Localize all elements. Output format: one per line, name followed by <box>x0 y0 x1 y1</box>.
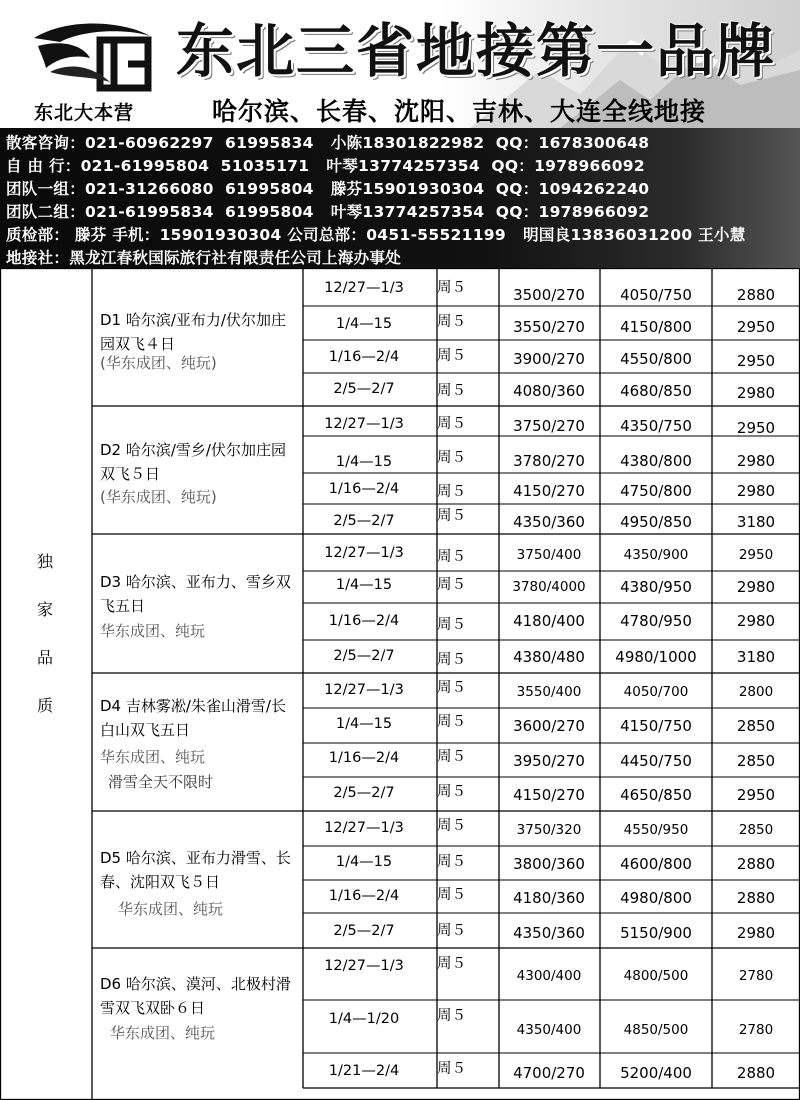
date-range: 2/5—2/7 <box>333 785 395 801</box>
price-child: 2850 <box>736 717 776 735</box>
price-child: 2880 <box>736 1064 776 1082</box>
date-range: 1/16—2/4 <box>328 349 400 365</box>
departure-day: 周５ <box>437 549 466 565</box>
company-logo <box>30 18 152 92</box>
price-upgrade: 5150/900 <box>620 924 692 942</box>
price-child: 2850 <box>738 822 774 838</box>
date-range: 2/5—2/7 <box>333 513 395 529</box>
price-child: 2950 <box>738 547 774 563</box>
departure-day: 周５ <box>437 450 466 466</box>
route-title: D2 哈尔滨/雪乡/伏尔加庄园双飞５日 <box>100 441 286 483</box>
price-upgrade: 4850/500 <box>623 1022 689 1038</box>
price-upgrade: 4680/850 <box>620 382 692 400</box>
price-adult: 3780/270 <box>513 452 585 470</box>
departure-day: 周５ <box>437 818 466 834</box>
price-adult: 3800/360 <box>513 855 585 873</box>
price-adult: 3750/270 <box>513 417 585 435</box>
departure-day: 周５ <box>437 854 466 870</box>
price-adult: 4180/400 <box>513 612 585 630</box>
price-upgrade: 4550/800 <box>620 350 692 368</box>
contact-block <box>0 128 800 268</box>
price-upgrade: 4350/750 <box>620 417 692 435</box>
departure-day: 周５ <box>437 617 466 633</box>
route-title: D5 哈尔滨、亚布力滑雪、长春、沈阳双飞５日 <box>100 849 291 891</box>
price-adult: 4380/480 <box>513 648 585 666</box>
price-upgrade: 4050/700 <box>623 684 689 700</box>
date-range: 12/27—1/3 <box>324 280 404 296</box>
date-range: 12/27—1/3 <box>324 682 404 698</box>
side-char: 家 <box>36 600 53 619</box>
price-child: 2980 <box>736 482 776 500</box>
date-range: 1/4—15 <box>335 854 393 870</box>
route-title: D4 吉林雾凇/朱雀山滑雪/长白山双飞五日 <box>100 697 286 739</box>
price-adult: 3600/270 <box>513 717 585 735</box>
side-char: 独 <box>36 552 53 571</box>
price-adult: 4350/360 <box>513 924 585 942</box>
date-range: 1/16—2/4 <box>328 481 400 497</box>
price-upgrade: 4350/900 <box>623 547 689 563</box>
price-adult: 3550/270 <box>513 318 585 336</box>
price-child: 2850 <box>736 752 776 770</box>
price-child: 2880 <box>736 286 776 304</box>
contact-row: 散客咨询：021-60962297 61995834 小陈18301822982 QQ：1678300648 <box>6 134 650 152</box>
page-header <box>0 0 800 128</box>
price-upgrade: 4600/800 <box>620 855 692 873</box>
price-upgrade: 4150/750 <box>620 717 692 735</box>
price-child: 3180 <box>736 648 776 666</box>
date-range: 1/21—2/4 <box>328 1063 400 1079</box>
price-adult: 4350/400 <box>516 1022 582 1038</box>
price-adult: 3750/320 <box>516 822 582 838</box>
price-upgrade: 4980/800 <box>620 889 692 907</box>
price-child: 2980 <box>736 578 776 596</box>
price-child: 2880 <box>736 855 776 873</box>
departure-day: 周５ <box>437 887 466 903</box>
route-note: 华东成团、纯玩 <box>100 748 206 766</box>
departure-day: 周５ <box>437 314 466 330</box>
departure-day: 周５ <box>437 956 466 972</box>
date-range: 1/4—15 <box>335 577 393 593</box>
date-range: 2/5—2/7 <box>333 648 395 664</box>
price-upgrade: 4450/750 <box>620 752 692 770</box>
price-adult: 4080/360 <box>513 382 585 400</box>
departure-day: 周５ <box>437 508 466 524</box>
route-title: D3 哈尔滨、亚布力、雪乡双飞五日 <box>100 573 291 615</box>
date-range: 12/27—1/3 <box>324 416 404 432</box>
route-note: 华东成团、纯玩 <box>100 622 206 640</box>
exclusive-quality-label <box>34 538 56 730</box>
date-range: 2/5—2/7 <box>333 923 395 939</box>
date-range: 2/5—2/7 <box>333 381 395 397</box>
side-char: 质 <box>36 696 53 715</box>
departure-day: 周５ <box>437 714 466 730</box>
route-note: 华东成团、纯玩 <box>110 1024 216 1042</box>
price-child: 2980 <box>736 452 776 470</box>
price-upgrade: 4950/850 <box>620 513 692 531</box>
price-adult: 3950/270 <box>513 752 585 770</box>
price-upgrade: 4150/800 <box>620 318 692 336</box>
departure-day: 周５ <box>437 749 466 765</box>
price-child: 3180 <box>736 513 776 531</box>
price-upgrade: 4780/950 <box>620 612 692 630</box>
price-child: 2780 <box>738 1022 774 1038</box>
brand-name: 东北大本营 <box>34 102 135 124</box>
price-adult: 4150/270 <box>513 786 585 804</box>
route-note: 华东成团、纯玩 <box>118 900 224 918</box>
departure-day: 周５ <box>437 577 466 593</box>
price-upgrade: 5200/400 <box>620 1064 692 1082</box>
price-adult: 3900/270 <box>513 350 585 368</box>
price-upgrade: 4550/950 <box>623 822 689 838</box>
service-subtitle: 哈尔滨、长春、沈阳、吉林、大连全线地接 <box>212 97 707 126</box>
date-range: 12/27—1/3 <box>324 820 404 836</box>
contact-row: 自 由 行：021-61995804 51035171 叶琴13774257354 QQ：1978966092 <box>6 157 645 175</box>
price-child: 2800 <box>738 684 774 700</box>
departure-day: 周５ <box>437 416 466 432</box>
price-upgrade: 4380/950 <box>620 578 692 596</box>
route-title: D6 哈尔滨、漠河、北极村滑雪双飞双卧６日 <box>100 975 291 1017</box>
date-range: 1/16—2/4 <box>328 613 400 629</box>
departure-day: 周５ <box>437 923 466 939</box>
contact-row: 团队二组：021-61995834 61995804 叶琴13774257354 QQ：1978966092 <box>6 203 650 221</box>
side-char: 品 <box>36 648 53 667</box>
price-child: 2880 <box>736 889 776 907</box>
date-range: 1/4—15 <box>335 716 393 732</box>
departure-day: 周５ <box>437 280 466 296</box>
price-child: 2980 <box>736 384 776 402</box>
price-child: 2780 <box>738 968 774 984</box>
date-range: 12/27—1/3 <box>324 958 404 974</box>
price-child: 2950 <box>736 419 776 437</box>
departure-day: 周５ <box>437 680 466 696</box>
departure-day: 周５ <box>437 652 466 668</box>
price-child: 2950 <box>736 318 776 336</box>
departure-day: 周５ <box>437 348 466 364</box>
price-adult: 3500/270 <box>513 286 585 304</box>
date-range: 1/16—2/4 <box>328 888 400 904</box>
route-note: (华东成团、纯玩) <box>100 354 217 372</box>
route-note: 滑雪全天不限时 <box>108 773 214 791</box>
contact-row: 团队一组：021-31266080 61995804 滕芬15901930304 QQ：1094262240 <box>6 180 650 198</box>
contact-row: 地接社：黑龙江春秋国际旅行社有限责任公司上海办事处 <box>6 249 402 267</box>
price-adult: 4350/360 <box>513 513 585 531</box>
price-child: 2980 <box>736 612 776 630</box>
price-upgrade: 4800/500 <box>623 968 689 984</box>
price-upgrade: 4980/1000 <box>615 648 697 666</box>
price-adult: 3550/400 <box>516 684 582 700</box>
price-upgrade: 4380/800 <box>620 452 692 470</box>
departure-day: 周５ <box>437 484 466 500</box>
price-child: 2980 <box>736 924 776 942</box>
date-range: 1/4—15 <box>335 316 393 332</box>
price-adult: 4700/270 <box>513 1064 585 1082</box>
price-upgrade: 4650/850 <box>620 786 692 804</box>
price-adult: 4150/270 <box>513 482 585 500</box>
price-upgrade: 4750/800 <box>620 482 692 500</box>
price-adult: 4180/360 <box>513 889 585 907</box>
date-range: 1/16—2/4 <box>328 750 400 766</box>
departure-day: 周５ <box>437 784 466 800</box>
contact-row: 质检部： 滕芬 手机：15901930304 公司总部：0451-55521199 明国良13836031200 王小慧 <box>6 226 746 244</box>
price-adult: 3750/400 <box>516 547 582 563</box>
price-adult: 4300/400 <box>516 968 582 984</box>
date-range: 1/4—15 <box>335 454 393 470</box>
departure-day: 周５ <box>437 1061 466 1077</box>
price-child: 2950 <box>736 352 776 370</box>
date-range: 1/4—1/20 <box>328 1011 400 1027</box>
price-child: 2950 <box>736 786 776 804</box>
page-headline: 东北三省地接第一品牌 <box>176 17 777 85</box>
route-note: (华东成团、纯玩) <box>100 488 217 506</box>
price-upgrade: 4050/750 <box>620 286 692 304</box>
price-adult: 3780/4000 <box>512 579 586 595</box>
route-title: D1 哈尔滨/亚布力/伏尔加庄园双飞４日 <box>100 311 286 353</box>
departure-day: 周５ <box>437 383 466 399</box>
departure-day: 周５ <box>437 1008 466 1024</box>
price-table <box>0 268 800 1100</box>
date-range: 12/27—1/3 <box>324 545 404 561</box>
